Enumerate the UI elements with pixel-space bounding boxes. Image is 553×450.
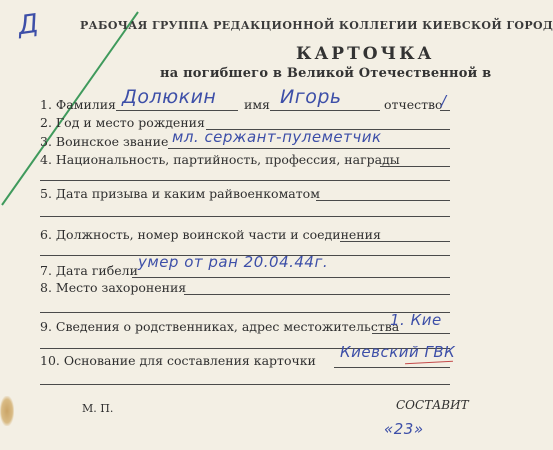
nationality-line (380, 166, 450, 167)
burial-line-2 (40, 312, 450, 313)
relatives-line (372, 333, 450, 334)
name-label: имя (244, 97, 270, 112)
card-title: КАРТОЧКА (296, 44, 435, 64)
burial-label: 8. Место захоронения (40, 280, 187, 295)
death-date-value: умер от ран 20.04.44г. (138, 253, 329, 271)
patronymic-line (440, 110, 450, 111)
birth-label: 2. Год и место рождения (40, 115, 205, 130)
nationality-label: 4. Национальность, партийность, профессия, награды (40, 152, 400, 167)
compile-date-value: «23» (384, 420, 424, 438)
burial-line (184, 294, 450, 295)
death-date-label: 7. Дата гибели (40, 263, 138, 278)
card-subtitle: на погибшего в Великой Отечественной в (160, 66, 492, 81)
header-organization: РАБОЧАЯ ГРУППА РЕДАКЦИОННОЙ КОЛЛЕГИИ КИЕВСКОЙ ГОРОД (80, 19, 553, 32)
conscription-line (316, 200, 450, 201)
nationality-line-2 (40, 180, 450, 181)
patronymic-label: отчество (384, 97, 443, 112)
patronymic-value: / (441, 92, 447, 110)
name-value: Игорь (280, 86, 342, 108)
basis-value: Киевский ГВК (340, 343, 456, 361)
basis-line-2 (40, 384, 450, 385)
surname-label: 1. Фамилия (40, 97, 116, 112)
unit-label: 6. Должность, номер воинской части и соединения (40, 227, 381, 242)
stamp-place-label: М. П. (82, 402, 114, 415)
surname-value: Долюкин (122, 86, 217, 108)
relatives-label: 9. Сведения о родственниках, адрес местожительства (40, 319, 400, 334)
relatives-value: 1. Кие (390, 311, 442, 329)
basis-label: 10. Основание для составления карточки (40, 353, 316, 368)
name-line (270, 110, 380, 111)
rank-line (168, 148, 450, 149)
rank-value: мл. сержант-пулеметчик (172, 128, 382, 146)
corner-mark: Д (16, 8, 41, 42)
conscription-label: 5. Дата призыва и каким райвоенкоматом (40, 186, 320, 201)
death-date-line (132, 277, 450, 278)
surname-line (116, 110, 238, 111)
rank-label: 3. Воинское звание (40, 134, 169, 149)
conscription-line-2 (40, 216, 450, 217)
compiler-label: СОСТАВИТ (396, 398, 469, 412)
basis-line (334, 367, 450, 368)
unit-line (340, 241, 450, 242)
paper-stain (0, 396, 14, 426)
